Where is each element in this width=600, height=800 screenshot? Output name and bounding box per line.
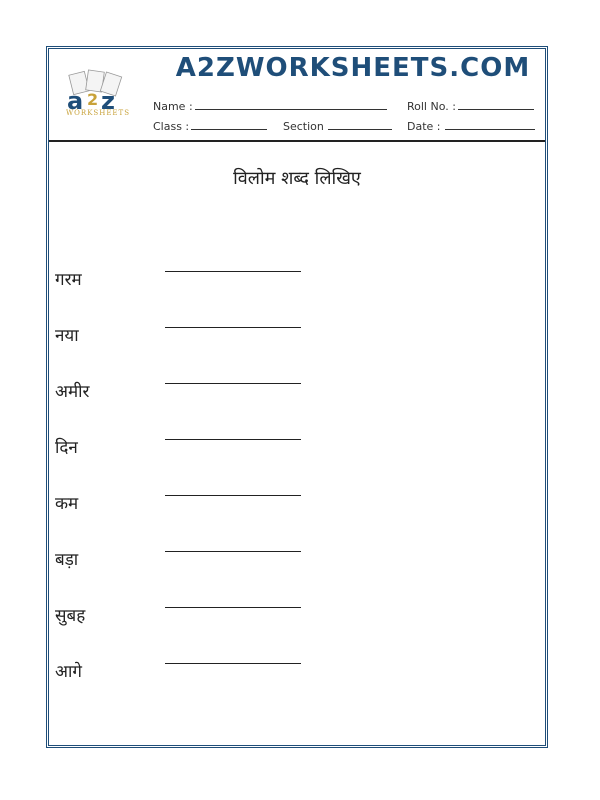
class-label: Class : (153, 120, 190, 133)
word-label: गरम (55, 270, 82, 290)
class-blank[interactable] (191, 119, 267, 130)
word-label: बड़ा (55, 550, 79, 570)
svg-text:z: z (101, 87, 115, 113)
answer-blank[interactable] (165, 495, 301, 496)
name-label: Name : (153, 100, 193, 113)
answer-blank[interactable] (165, 439, 301, 440)
answer-blank[interactable] (165, 383, 301, 384)
section-field[interactable] (283, 119, 392, 133)
worksheet-title: विलोम शब्द लिखिए (233, 168, 361, 189)
answer-blank[interactable] (165, 327, 301, 328)
roll-no-field[interactable] (407, 99, 534, 113)
svg-text:a: a (67, 87, 84, 113)
word-label: दिन (55, 438, 78, 458)
logo-wordmark: WORKSHEETS (65, 109, 131, 117)
name-field[interactable] (153, 99, 387, 113)
worksheet-header (49, 49, 545, 142)
site-title: A2ZWORKSHEETS.COM (175, 53, 531, 83)
word-label: नया (55, 326, 79, 346)
date-field[interactable] (407, 119, 535, 133)
answer-blank[interactable] (165, 551, 301, 552)
a2z-logo (57, 69, 139, 127)
roll-no-label: Roll No. : (407, 100, 456, 113)
a2z-logo-icon (57, 69, 139, 113)
section-label: Section (283, 120, 324, 133)
roll-no-blank[interactable] (458, 99, 534, 110)
answer-blank[interactable] (165, 607, 301, 608)
date-label: Date : (407, 120, 441, 133)
date-blank[interactable] (445, 119, 535, 130)
svg-text:2: 2 (87, 90, 99, 109)
word-label: कम (55, 494, 79, 514)
class-field[interactable] (153, 119, 267, 133)
worksheet-frame (46, 46, 548, 748)
word-label: आगे (55, 662, 82, 682)
word-label: सुबह (55, 606, 86, 626)
section-blank[interactable] (328, 119, 392, 130)
answer-blank[interactable] (165, 663, 301, 664)
name-blank[interactable] (195, 99, 387, 110)
answer-blank[interactable] (165, 271, 301, 272)
word-label: अमीर (55, 382, 90, 402)
